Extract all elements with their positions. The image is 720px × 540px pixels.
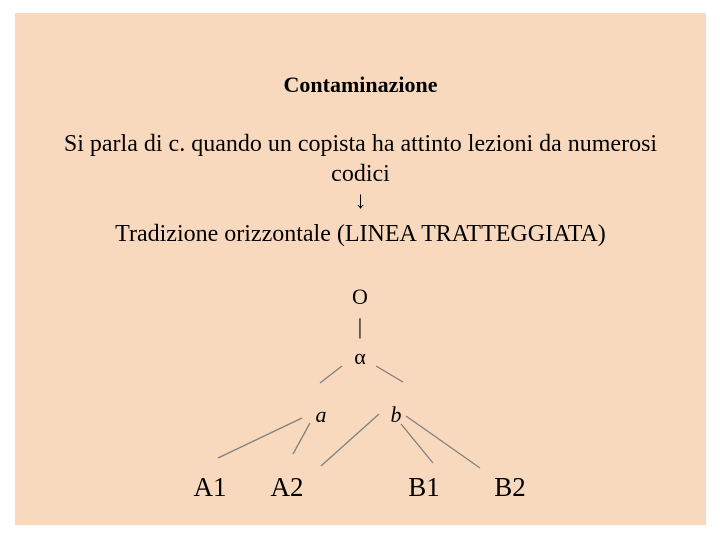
tree-node-B2: B2	[494, 472, 526, 502]
slide	[15, 13, 706, 525]
slide-title: Contaminazione	[283, 72, 438, 97]
tree-node-a: a	[315, 402, 327, 427]
tree-connector: |	[357, 314, 363, 339]
edge-a-A1	[218, 418, 302, 458]
down-arrow-icon: ↓	[354, 188, 367, 214]
body-text-line-3: Tradizione orizzontale (LINEA TRATTEGGIATA)	[115, 221, 606, 247]
body-text-line-1: Si parla di c. quando un copista ha attinto lezioni da numerosi	[63, 131, 658, 157]
tree-node-o: O	[352, 284, 368, 309]
tree-node-A1: A1	[193, 472, 227, 502]
tree-node-b: b	[390, 402, 402, 427]
tree-node-B1: B1	[408, 472, 440, 502]
tree-node-A2: A2	[270, 472, 304, 502]
edge-b-B1	[401, 424, 433, 463]
body-text-line-2: codici	[331, 161, 390, 187]
tree-node-alpha: α	[354, 344, 366, 369]
stemma-tree	[15, 13, 706, 525]
